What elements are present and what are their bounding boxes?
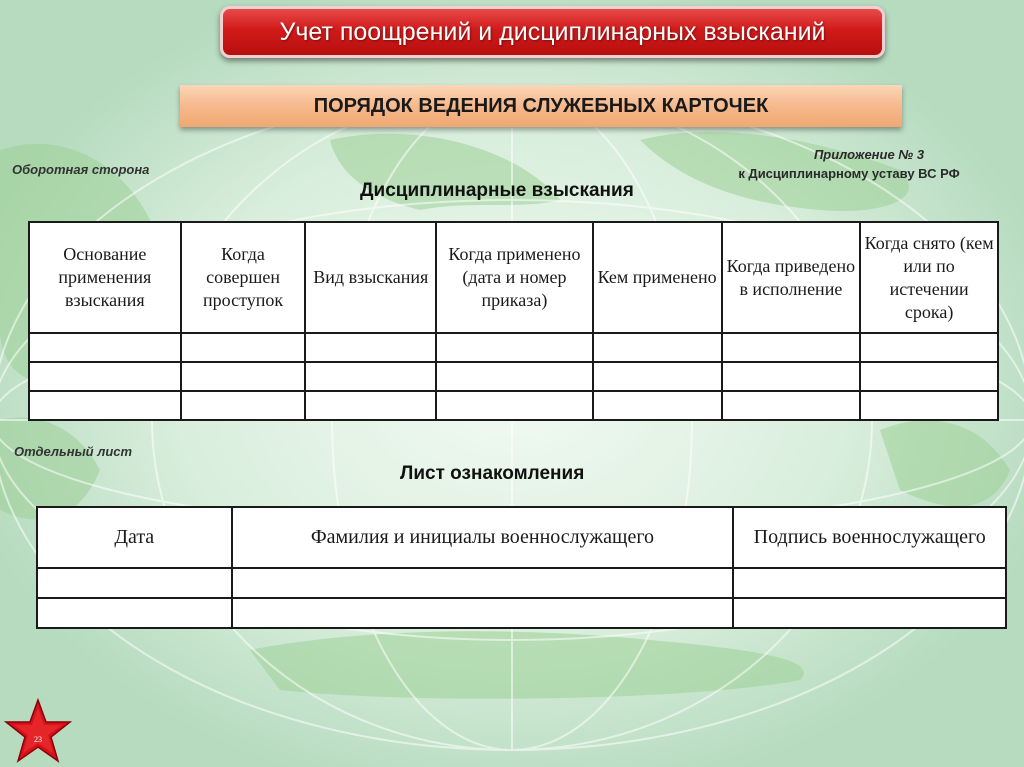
column-header: Фамилия и инициалы военнослужащего bbox=[232, 507, 734, 568]
appendix-number: Приложение № 3 bbox=[813, 147, 925, 162]
acquaintance-heading: Лист ознакомления bbox=[400, 463, 585, 484]
column-header: Подпись военнослужащего bbox=[733, 507, 1006, 568]
column-header: Когда применено (дата и номер приказа) bbox=[436, 222, 593, 333]
column-header: Дата bbox=[37, 507, 232, 568]
table-cell bbox=[860, 362, 998, 391]
table-row bbox=[37, 568, 1006, 598]
column-header: Когда снято (кем или по истечении срока) bbox=[860, 222, 998, 333]
table-cell bbox=[29, 333, 181, 362]
table-cell bbox=[593, 391, 722, 420]
column-header: Основание применения взыскания bbox=[29, 222, 181, 333]
subtitle-banner bbox=[180, 85, 902, 127]
column-header: Когда приведено в исполнение bbox=[722, 222, 861, 333]
table-cell bbox=[593, 362, 722, 391]
table-cell bbox=[733, 598, 1006, 628]
title-banner bbox=[220, 6, 885, 58]
acquaintance-table bbox=[36, 506, 1007, 629]
table-cell bbox=[181, 391, 306, 420]
table-cell bbox=[860, 333, 998, 362]
table-cell bbox=[181, 362, 306, 391]
penalties-table bbox=[28, 221, 999, 421]
appendix-reference bbox=[709, 145, 989, 183]
penalties-heading: Дисциплинарные взыскания bbox=[360, 180, 634, 201]
table-cell bbox=[305, 362, 436, 391]
table-row bbox=[29, 333, 998, 362]
table-cell bbox=[181, 333, 306, 362]
page-title: Учет поощрений и дисциплинарных взысканий bbox=[279, 17, 826, 46]
star-icon bbox=[4, 698, 72, 764]
table-header-row bbox=[29, 222, 998, 333]
table-row bbox=[37, 598, 1006, 628]
table-cell bbox=[232, 598, 734, 628]
table-cell bbox=[37, 568, 232, 598]
table-cell bbox=[29, 362, 181, 391]
table-cell bbox=[436, 333, 593, 362]
column-header: Когда совершен проступок bbox=[181, 222, 306, 333]
table-header-row bbox=[37, 507, 1006, 568]
page-subtitle: ПОРЯДОК ВЕДЕНИЯ СЛУЖЕБНЫХ КАРТОЧЕК bbox=[313, 94, 769, 117]
table-cell bbox=[733, 568, 1006, 598]
table-row bbox=[29, 391, 998, 420]
table-cell bbox=[722, 391, 861, 420]
table-cell bbox=[722, 362, 861, 391]
table-row bbox=[29, 362, 998, 391]
table-cell bbox=[436, 362, 593, 391]
table-cell bbox=[305, 333, 436, 362]
column-header: Вид взыскания bbox=[305, 222, 436, 333]
table-cell bbox=[593, 333, 722, 362]
table-cell bbox=[37, 598, 232, 628]
table-cell bbox=[29, 391, 181, 420]
table-cell bbox=[305, 391, 436, 420]
appendix-regulation: к Дисциплинарному уставу ВС РФ bbox=[738, 166, 960, 181]
table-cell bbox=[232, 568, 734, 598]
table-cell bbox=[436, 391, 593, 420]
table-cell bbox=[860, 391, 998, 420]
table-cell bbox=[722, 333, 861, 362]
reverse-side-note: Оборотная сторона bbox=[12, 162, 150, 177]
slide-number: 23 bbox=[34, 735, 42, 744]
column-header: Кем применено bbox=[593, 222, 722, 333]
separate-sheet-note: Отдельный лист bbox=[14, 444, 133, 459]
